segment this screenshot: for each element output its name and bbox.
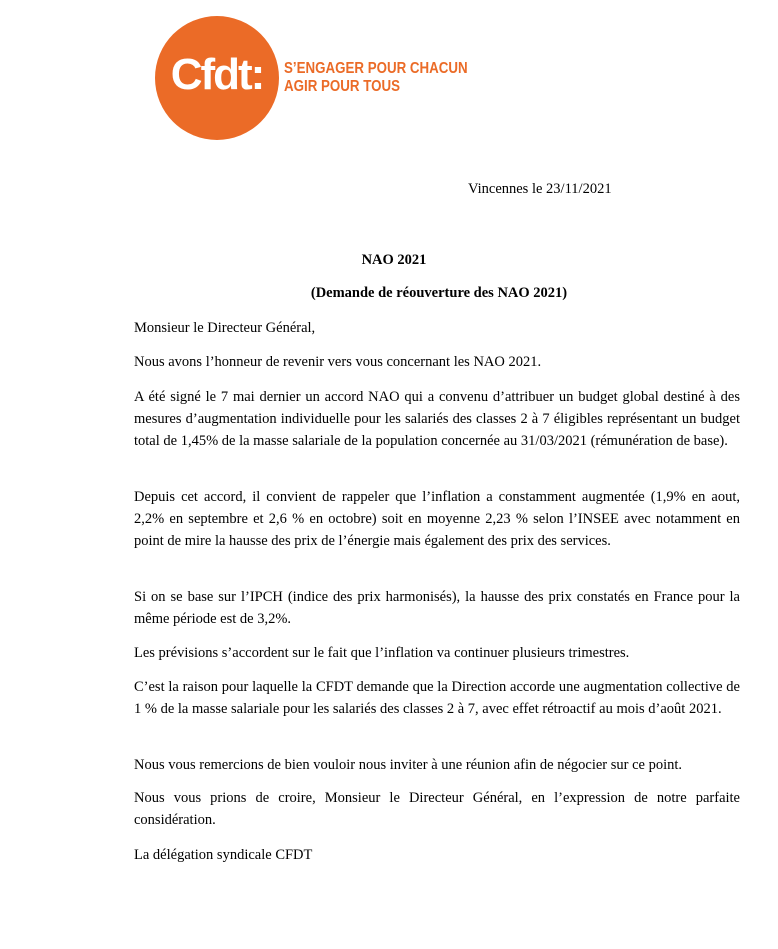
paragraph-text: Nous avons l’honneur de revenir vers vous concernant les NAO 2021.	[134, 354, 542, 370]
salutation	[134, 317, 740, 339]
letter-date: Vincennes le 23/11/2021	[468, 181, 612, 197]
paragraph-4	[134, 586, 740, 630]
salutation-text: Monsieur le Directeur Général,	[134, 320, 316, 336]
letter-subtitle: (Demande de réouverture des NAO 2021)	[310, 285, 568, 301]
paragraph-1	[134, 351, 740, 373]
paragraph-text: Les prévisions s’accordent sur le fait que l’inflation va continuer plusieurs trimestres.	[134, 645, 630, 661]
signature	[134, 844, 740, 866]
paragraph-6	[134, 676, 740, 720]
paragraph-7	[134, 754, 740, 776]
paragraph-5	[134, 642, 740, 664]
paragraph-text: Nous vous prions de croire, Monsieur le Directeur Général, en l’expression de notre parfaite considération.	[134, 790, 740, 828]
paragraph-text: C’est la raison pour laquelle la CFDT demande que la Direction accorde une augmentation collective de 1 % de la masse salariale pour les salariés des classes 2 à 7, avec effet rétroactif au mois d’août 2021.	[134, 679, 740, 717]
paragraph-8	[134, 787, 740, 831]
signature-text: La délégation syndicale CFDT	[134, 847, 313, 863]
paragraph-text: Si on se base sur l’IPCH (indice des prix harmonisés), la hausse des prix constatés en France pour la même période est de 3,2%.	[134, 589, 740, 627]
paragraph-3	[134, 486, 740, 552]
paragraph-2	[134, 386, 740, 452]
letter-title: NAO 2021	[361, 252, 427, 268]
logo-mark: Cfdt:	[170, 50, 264, 99]
paragraph-text: A été signé le 7 mai dernier un accord NAO qui a convenu d’attribuer un budget global destiné à des mesures d’augmentation individuelle pour les salariés des classes 2 à 7 éligibles représentant un budget total de 1,45% de la masse salariale de la population concernée au 31/03/2021 (rémunération de base).	[134, 389, 740, 449]
slogan-line-1: S’ENGAGER POUR CHACUN	[284, 60, 468, 77]
slogan-line-2: AGIR POUR TOUS	[284, 78, 401, 95]
paragraph-text: Nous vous remercions de bien vouloir nous inviter à une réunion afin de négocier sur ce point.	[134, 757, 683, 773]
paragraph-text: Depuis cet accord, il convient de rappeler que l’inflation a constamment augmentée (1,9% en aout, 2,2% en septembre et 2,6 % en octobre) soit en moyenne 2,23 % selon l’INSEE avec notamment en point de mire la hausse des prix de l’énergie mais également des prix des services.	[134, 489, 740, 549]
cfdt-logo	[155, 16, 468, 140]
